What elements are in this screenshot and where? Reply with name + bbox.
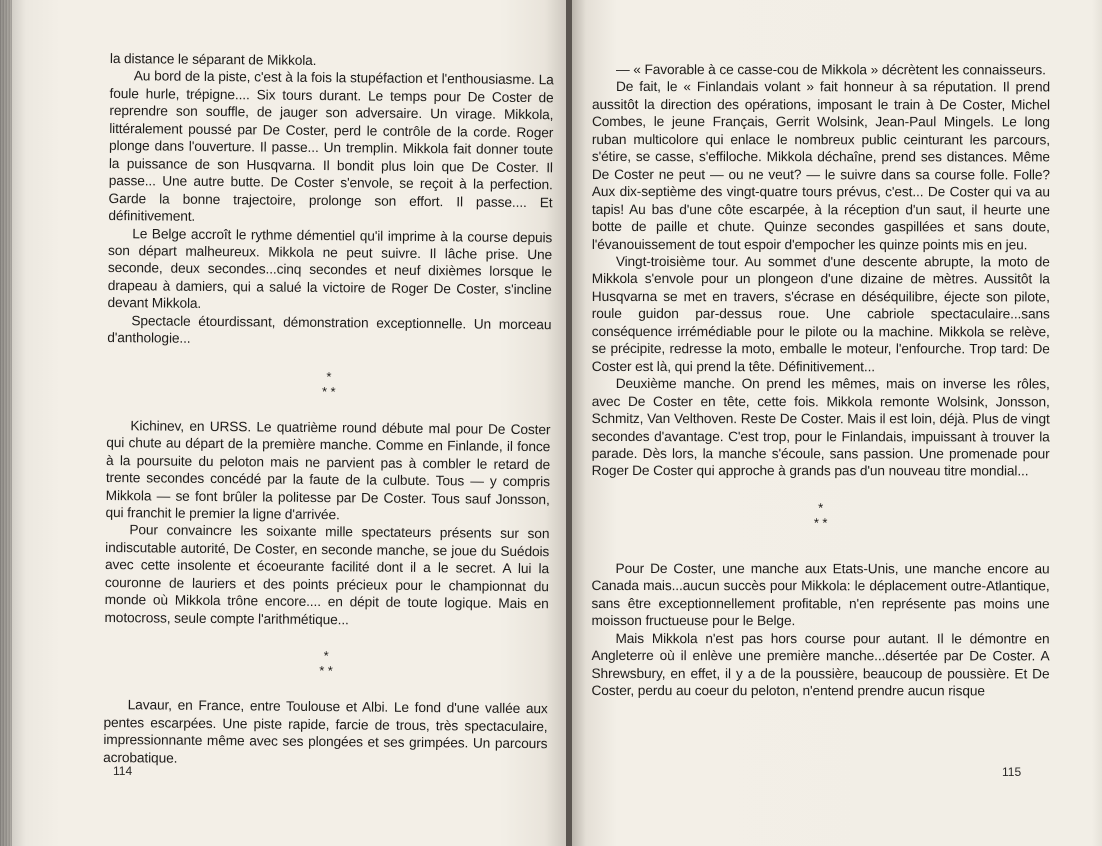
separator-star: * <box>323 648 329 664</box>
separator-stars: * * <box>321 383 336 399</box>
separator-stars: * * <box>813 515 828 531</box>
paragraph: Au bord de la piste, c'est à la fois la stupéfaction et l'enthousiasme. La foule hurle, trépigne.... Six tours durant. Le temps pour De Coster de reprendre son souffle, de jauger son adversaire. Un virage. Mikkola, littéralement poussé par De Coster, perd le contrôle de la corde. Roger plonge dans l'ouverture. Il passe... Un tremplin. Mikkola fait donner toute la puissance de son Husqvarna. Il bondit plus loin que De Coster. Il passe... Une autre butte. De Coster s'envole, se reçoit à la perfection. Garde la bonne trajectoire, prolonge son effort. Il passe.... Et définitivement. <box>108 68 554 224</box>
separator-star: * <box>326 368 332 384</box>
paragraph: Kichinev, en URSS. Le quatrième round débute mal pour De Coster qui chute au départ de la première manche. Comme en Finlande, il fonce à la poursuite du peloton mais ne parvient pas à combler le retard de trente secondes concédé par la faute de la culbute. Tous — y compris Mikkola — se font brûler la politesse par De Coster. Tous sauf Jonsson, qui franchit le premier la ligne d'arrivée. <box>105 417 551 523</box>
separator-stars: * * <box>319 663 333 679</box>
paragraph: Spectacle étourdissant, démonstration exceptionnelle. Un morceau d'anthologie... <box>107 313 552 347</box>
paragraph: Lavaur, en France, entre Toulouse et Albi. Le fond d'une vallée aux pentes escarpées. Une piste rapide, farcie de trous, très spectaculaire, impressionnante même avec ses plongées et ses grimpées. Un parcours acrobatique. <box>103 697 548 766</box>
paragraph: Pour convaincre les soixante mille spectateurs présents sur son indiscutable autorité, De Coster, en seconde manche, se joue du Suédois avec cette insolente et écoeurante facilité dont il a le secret. A lui la couronne de lauriers et des points précieux pour le championnat du monde où Mikkola trône encore.... en dépit de toute logique. Mais en motocross, seule compte l'arithmétique... <box>104 522 550 628</box>
paragraph: — « Favorable à ce casse-cou de Mikkola » décrètent les connaisseurs. <box>615 62 1046 78</box>
section-separator <box>592 500 1050 530</box>
paragraph: la distance le séparant de Mikkola. <box>109 50 317 68</box>
section-separator <box>104 646 548 680</box>
right-page <box>572 0 1102 846</box>
page-number: 115 <box>1002 765 1022 779</box>
page-number: 114 <box>113 764 133 778</box>
paragraph: De fait, le « Finlandais volant » fait honneur à sa réputation. Il prend aussitôt la direction des opérations, imposant le train à De Coster, Michel Combes, le jeune Français, Gerrit Wolsink, Jean-Paul Mingels. Le long ruban multicolore qui enlace le nombreux public ceinturant les parcours, s'étire, se casse, s'effiloche. Mikkola déchaîne, prend ses distances. Même De Coster ne peut — ou ne veut? — le suivre dans sa course folle. Folle? Aux dix-septième des vingt-quatre tours prévus, c'est... De Coster qui va au tapis! Au bas d'une côte escarpée, à la réception d'un saut, il heurte une botte de paille et chute. Quinze secondes gaspillées et sans doute, l'évanouissement de tout espoir d'empocher les quinze points mis en jeu. <box>591 79 1050 252</box>
paragraph: Vingt-troisième tour. Au sommet d'une descente abrupte, la moto de Mikkola s'envole pour un plongeon d'une dizaine de mètres. Aussitôt la Husqvarna se met en travers, s'écrase en déséquilibre, éjecte son pilote, roule guidon par-dessus roue. Une cabriole spectaculaire...sans conséquence irrémédiable pour le pilote ou la machine. Mikkola se relève, se précipite, redresse la moto, emballe le moteur, l'enfourche. Trop tard: De Coster est là, qui prend la tête. Définitivement... <box>591 254 1050 374</box>
page-edge-strip <box>0 0 12 846</box>
paragraph: Pour De Coster, une manche aux Etats-Unis, une manche encore au Canada mais...aucun succès pour Mikkola: le déplacement outre-Atlantique, sans être exceptionnellement profitable, n'en représente pas moins une moisson fructueuse pour le Belge. <box>591 560 1050 629</box>
paragraph: Le Belge accroît le rythme démentiel qu'il imprime à la course depuis son départ malheureux. Mikkola ne peut suivre. Il lâche prise. Une seconde, deux secondes...cinq secondes et neuf dixièmes lorsque le drapeau à damiers, qui a salué la victoire de Roger De Coster, s'incline devant Mikkola. <box>107 225 553 312</box>
right-page-text <box>591 61 1050 700</box>
paragraph: Deuxième manche. On prend les mêmes, mais on inverse les rôles, avec De Coster en tête, cette fois. Mikkola remonte Wolsink, Jonsson, Schmitz, Van Velthoven. Reste De Coster. Mais il est loin, déjà. Plus de vingt secondes d'avantage. C'est trop, pour le Finlandais, impuissant à trouver la parade. Dès lors, la manche s'écoule, sans passion. Une promenade pour Roger De Coster qui approche à grands pas d'un nouveau titre mondial... <box>591 376 1050 479</box>
paragraph: Mais Mikkola n'est pas hors course pour autant. Il le démontre en Angleterre où il enlève une première manche...désertée par De Coster. A Shrewsbury, en effet, il y a de la poussière, beaucoup de poussière. Et De Coster, perdu au coeur du peloton, n'entend prendre aucun risque <box>591 630 1050 699</box>
section-separator <box>107 367 551 401</box>
left-page-text <box>103 50 554 770</box>
separator-star: * <box>818 500 824 516</box>
